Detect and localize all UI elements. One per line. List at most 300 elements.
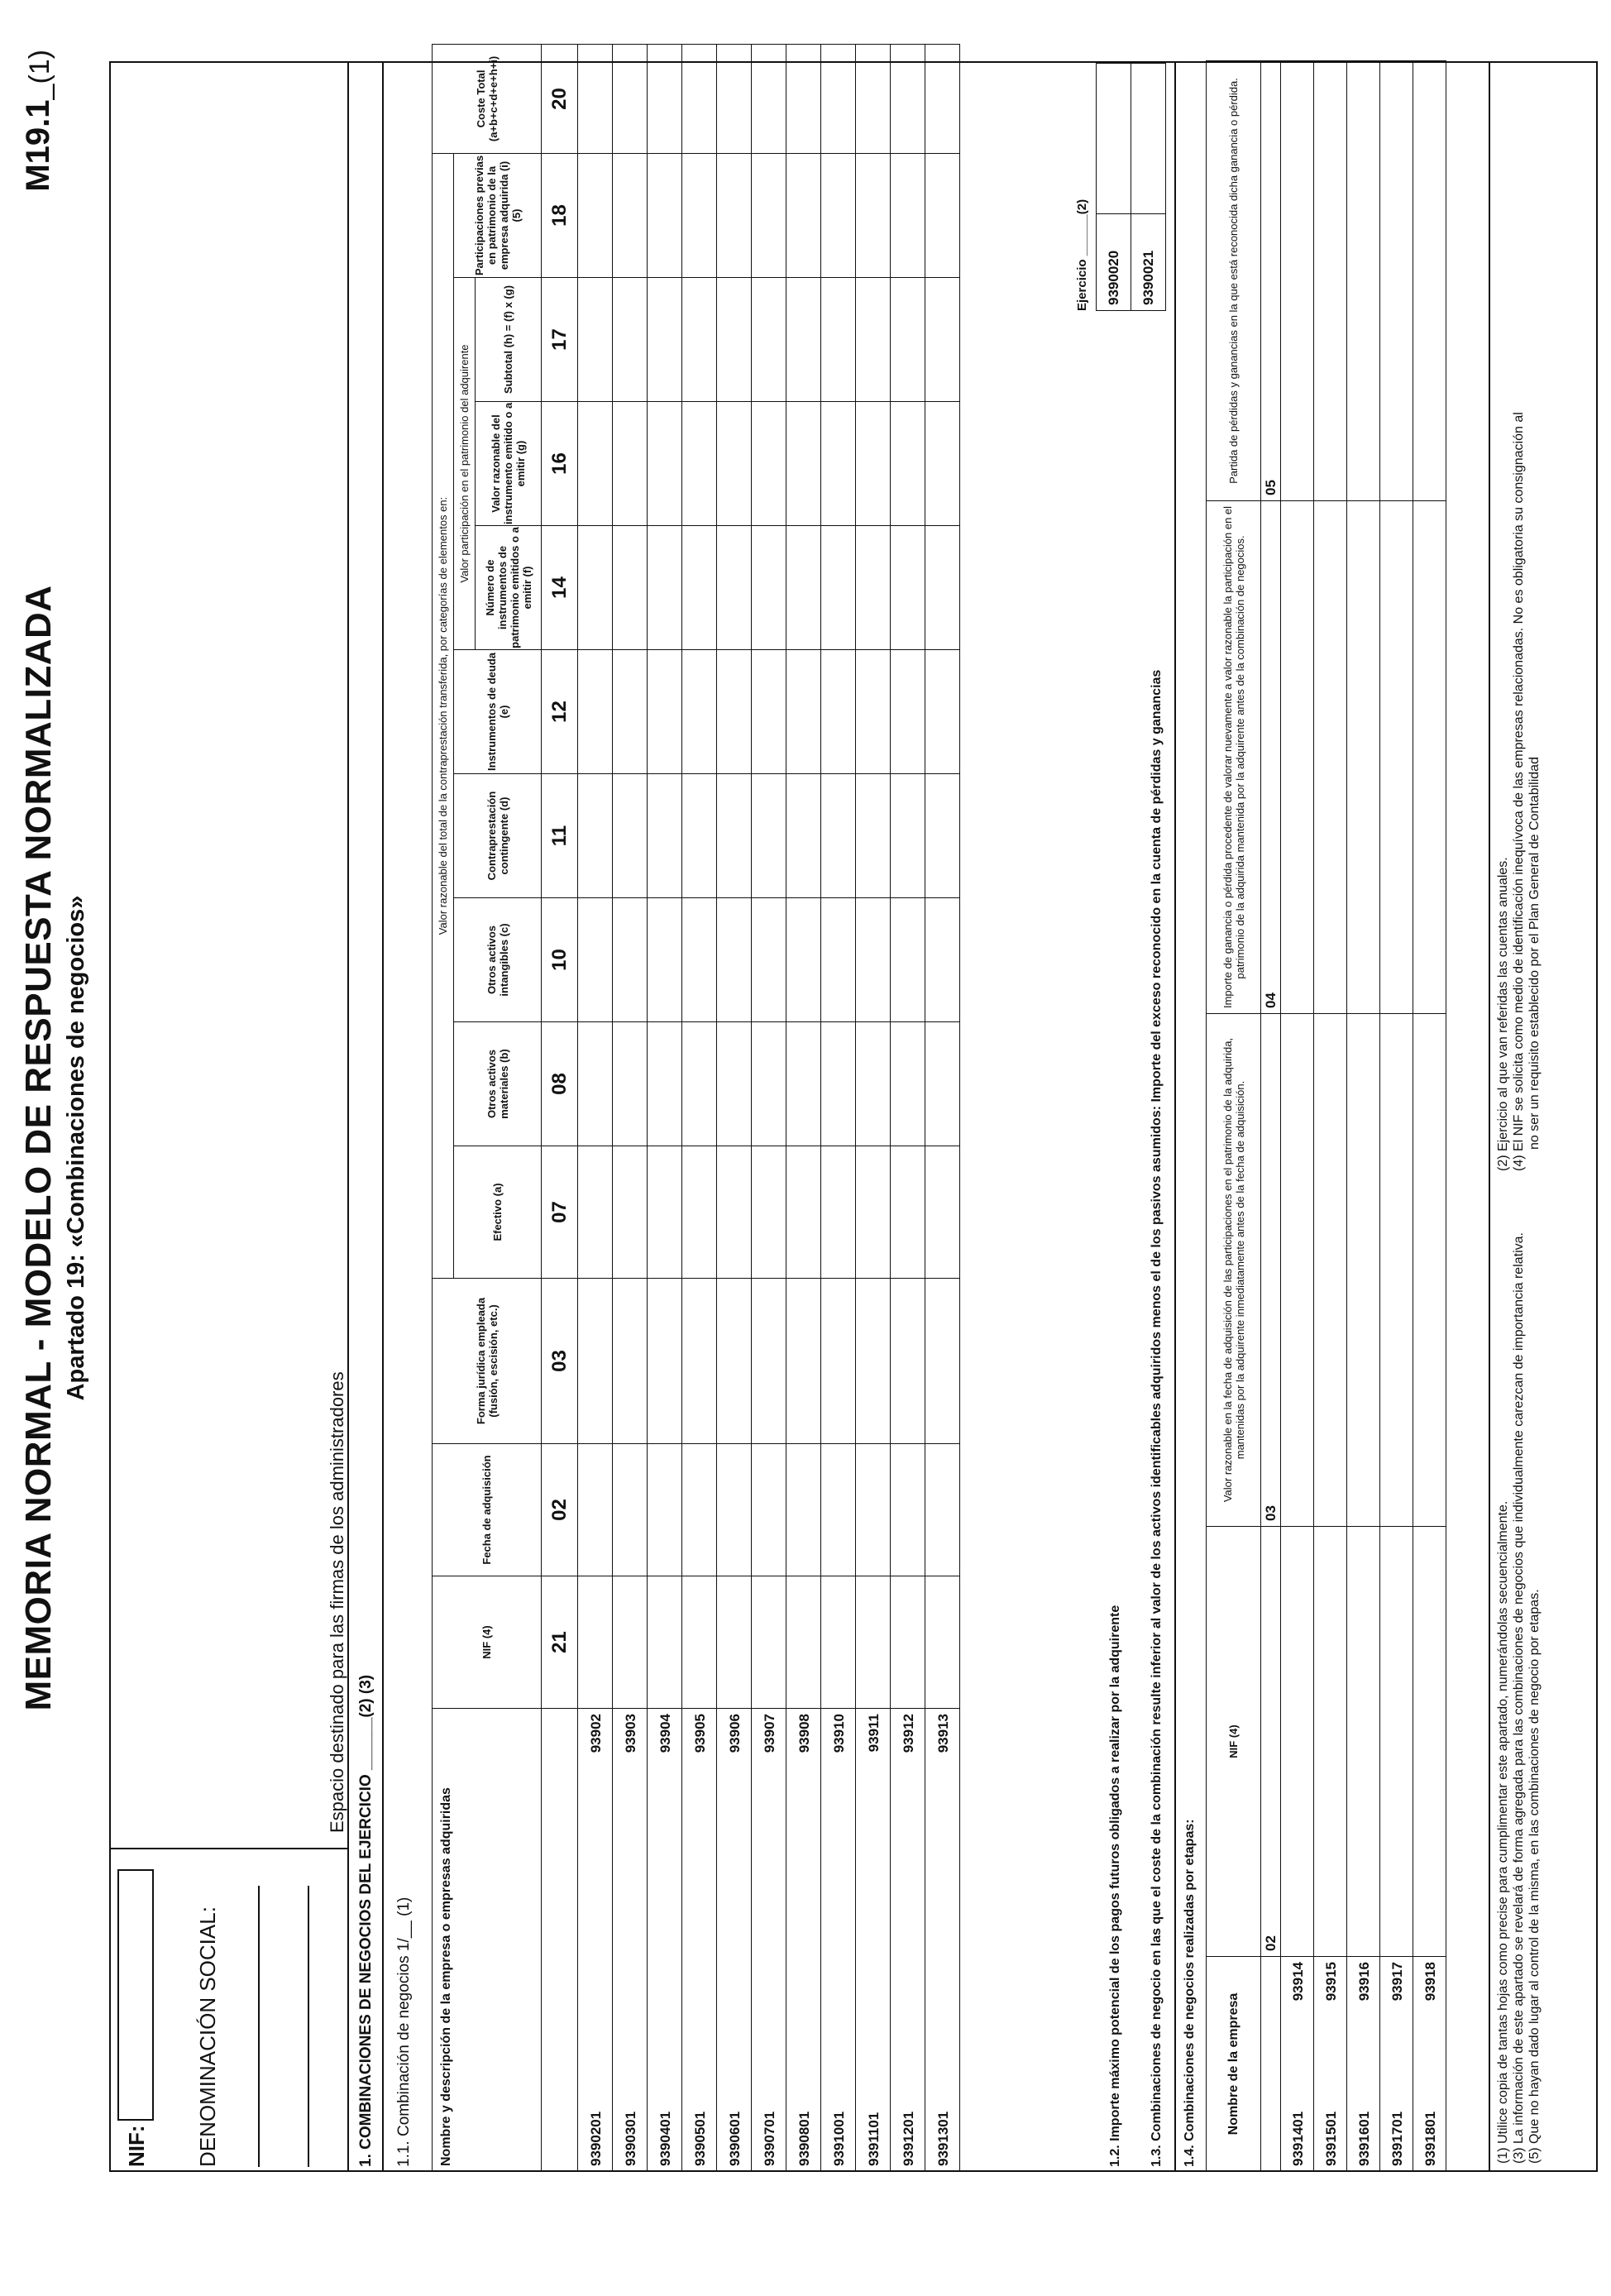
table-cell[interactable]: [786, 774, 821, 898]
item-12-label: 1.2. Importe máximo potencial de los pagos futuros obligados a realizar por la adquirente: [1108, 1605, 1122, 2167]
table-cell[interactable]: [717, 774, 752, 898]
table-cell[interactable]: [821, 898, 856, 1022]
table-cell[interactable]: [752, 1146, 786, 1279]
table-cell[interactable]: [752, 44, 786, 153]
row-code-right: 93908: [796, 1714, 812, 1753]
stage-cell[interactable]: [1413, 501, 1446, 1014]
col-num-18: 18: [542, 153, 578, 277]
stage-code-cell: [1314, 1957, 1347, 2172]
row-code-cell: [648, 1709, 682, 2172]
col-num-08: 08: [542, 1022, 578, 1146]
table-cell[interactable]: [648, 650, 682, 774]
row-code-cell: [925, 1709, 960, 2172]
item-14-label: 1.4. Combinaciones de negocios realizadas por etapas:: [1183, 1819, 1197, 2167]
table-cell[interactable]: [682, 1576, 717, 1709]
table-cell[interactable]: [578, 650, 613, 774]
table-cell[interactable]: [717, 153, 752, 277]
item-12-code: 9390020: [1097, 214, 1131, 311]
table-cell[interactable]: [821, 1576, 856, 1709]
stage-cell[interactable]: [1413, 61, 1446, 501]
table-cell[interactable]: [578, 1576, 613, 1709]
col-num-03: 03: [542, 1279, 578, 1444]
table-cell[interactable]: [821, 153, 856, 277]
table-cell[interactable]: [925, 1022, 960, 1146]
col-num-11: 11: [542, 774, 578, 898]
table-cell[interactable]: [682, 44, 717, 153]
table-cell[interactable]: [613, 1146, 648, 1279]
stage-code-cell: [1281, 1957, 1314, 2172]
table-cell[interactable]: [717, 1022, 752, 1146]
row-code-cell: [717, 1709, 752, 2172]
stage-cell[interactable]: [1347, 1014, 1380, 1527]
stage-cell[interactable]: [1314, 501, 1347, 1014]
table-cell[interactable]: [717, 1279, 752, 1444]
stage-row: [1413, 61, 1446, 2172]
table-cell[interactable]: [786, 278, 821, 402]
subgroup-header-participacion: Valor participación en el patrimonio del adquirente: [454, 278, 476, 650]
stage-cell[interactable]: [1347, 1527, 1380, 1957]
table-row: [891, 44, 925, 2171]
stage-row: [1281, 61, 1314, 2172]
table-cell[interactable]: [786, 1146, 821, 1279]
stage-header-nif: NIF (4): [1207, 1527, 1261, 1957]
table-cell[interactable]: [925, 1444, 960, 1576]
table-cell[interactable]: [682, 1279, 717, 1444]
table-cell[interactable]: [648, 44, 682, 153]
table-cell[interactable]: [891, 402, 925, 526]
table-row: [786, 44, 821, 2171]
stage-cell[interactable]: [1314, 1014, 1347, 1527]
col-header-coste-total: Coste Total (a+b+c+d+e+h+i): [433, 44, 542, 153]
stage-row: [1347, 61, 1380, 2172]
table-cell[interactable]: [578, 1022, 613, 1146]
table-cell[interactable]: [891, 774, 925, 898]
stage-cell[interactable]: [1314, 1527, 1347, 1957]
table-cell[interactable]: [613, 1022, 648, 1146]
footnote-2: (2) Ejercicio al que van referidas las cuentas anuales.: [1496, 857, 1510, 1171]
page-subtitle: Apartado 19: «Combinaciones de negocios»: [63, 895, 89, 1401]
signature-divider: [109, 1848, 347, 1849]
item-12-value[interactable]: [1097, 64, 1131, 214]
table-cell[interactable]: [613, 898, 648, 1022]
row-code-right: 93912: [901, 1714, 916, 1753]
col-num-14: 14: [542, 526, 578, 650]
table-cell[interactable]: [613, 278, 648, 402]
row-code-left: 9391101: [866, 2112, 882, 2166]
row-code-right: 93905: [692, 1714, 708, 1753]
table-cell[interactable]: [717, 1576, 752, 1709]
col-header-participaciones-previas: Participaciones previas en patrimonio de la empresa adquirida (i) (5): [454, 153, 542, 277]
col-header-forma: Forma jurídica empleada (fusión, escisión, etc.): [433, 1279, 542, 1444]
col-header-nombre: Nombre y descripción de la empresa o empresas adquiridas: [433, 1709, 542, 2172]
col-header-deuda: Instrumentos de deuda (e): [454, 650, 542, 774]
col-num-10: 10: [542, 898, 578, 1022]
table-cell[interactable]: [821, 278, 856, 402]
stage-cell[interactable]: [1281, 61, 1314, 501]
denominacion-label: DENOMINACIÓN SOCIAL:: [195, 1906, 220, 2167]
table-cell[interactable]: [752, 526, 786, 650]
table-cell[interactable]: [648, 1146, 682, 1279]
form-code-main: M19.1: [20, 99, 56, 192]
table-cell[interactable]: [578, 1146, 613, 1279]
table-cell[interactable]: [613, 1444, 648, 1576]
table-cell[interactable]: [856, 774, 891, 898]
row-code-left: 9391201: [901, 2111, 916, 2166]
stage-cell[interactable]: [1380, 1527, 1413, 1957]
nif-label: NIF:: [124, 2125, 149, 2167]
row-code-cell: [682, 1709, 717, 2172]
col-num-12: 12: [542, 650, 578, 774]
row-code-left: 9390501: [692, 2111, 708, 2166]
table-cell[interactable]: [578, 153, 613, 277]
stage-num-nombre: [1261, 1957, 1281, 2172]
table-cell[interactable]: [891, 1279, 925, 1444]
row-code-left: 9391001: [831, 2111, 847, 2166]
stage-code-cell: [1380, 1957, 1413, 2172]
table-cell[interactable]: [682, 1022, 717, 1146]
table-cell[interactable]: [648, 526, 682, 650]
table-cell[interactable]: [752, 402, 786, 526]
denominacion-line-1[interactable]: [258, 1886, 260, 2167]
row-code-left: 9390601: [727, 2111, 743, 2166]
table-cell[interactable]: [578, 774, 613, 898]
form-code: [20, 50, 57, 192]
stage-code-right: 93916: [1356, 1962, 1372, 2002]
col-header-num-instrumentos: Número de instrumentos de patrimonio emitidos o a emitir (f): [476, 526, 542, 650]
table-cell[interactable]: [613, 650, 648, 774]
table-cell[interactable]: [786, 650, 821, 774]
table-cell[interactable]: [925, 402, 960, 526]
table-cell[interactable]: [682, 402, 717, 526]
row-code-cell: [856, 1709, 891, 2172]
table-cell[interactable]: [891, 1022, 925, 1146]
row-code-right: 93911: [866, 1714, 882, 1753]
table-cell[interactable]: [786, 1022, 821, 1146]
table-cell[interactable]: [856, 650, 891, 774]
table-cell[interactable]: [682, 1146, 717, 1279]
row-code-cell: [578, 1709, 613, 2172]
table-cell[interactable]: [682, 278, 717, 402]
table-row: [856, 44, 891, 2171]
table-cell[interactable]: [925, 153, 960, 277]
stage-code-right: 93915: [1323, 1962, 1339, 2002]
table-cell[interactable]: [613, 1576, 648, 1709]
table-cell[interactable]: [752, 278, 786, 402]
table-cell[interactable]: [925, 650, 960, 774]
section-1-title: 1. COMBINACIONES DE NEGOCIOS DEL EJERCICIO ______(2) (3): [357, 1674, 375, 2167]
table-cell[interactable]: [613, 774, 648, 898]
table-cell[interactable]: [648, 1279, 682, 1444]
table-row: [821, 44, 856, 2171]
ejercicio-label: Ejercicio ______(2): [1075, 199, 1089, 311]
table-cell[interactable]: [821, 44, 856, 153]
table-cell[interactable]: [891, 1444, 925, 1576]
items-12-13-box: [1096, 63, 1166, 311]
table-cell[interactable]: [891, 898, 925, 1022]
row-code-left: 9390801: [796, 2111, 812, 2166]
table-cell[interactable]: [613, 402, 648, 526]
table-cell[interactable]: [925, 278, 960, 402]
stage-num-03: 03: [1261, 1014, 1281, 1527]
table-cell[interactable]: [821, 1022, 856, 1146]
item-13-value[interactable]: [1131, 64, 1166, 214]
row-code-cell: [786, 1709, 821, 2172]
col-num-07: 07: [542, 1146, 578, 1279]
stage-cell[interactable]: [1347, 61, 1380, 501]
row-code-right: 93904: [657, 1714, 673, 1753]
stage-cell[interactable]: [1413, 1014, 1446, 1527]
item-13-separator: [1174, 61, 1176, 2172]
page-title: MEMORIA NORMAL - MODELO DE RESPUESTA NORMALIZADA: [18, 585, 59, 1711]
footnotes-separator: [1489, 61, 1490, 2172]
stage-num-05: 05: [1261, 61, 1281, 501]
table-cell[interactable]: [717, 1146, 752, 1279]
item-13-code: 9390021: [1131, 214, 1166, 311]
row-code-right: 93906: [727, 1714, 743, 1753]
table-cell[interactable]: [821, 526, 856, 650]
table-cell[interactable]: [856, 526, 891, 650]
table-cell[interactable]: [821, 1146, 856, 1279]
table-row: [752, 44, 786, 2171]
table-cell[interactable]: [578, 526, 613, 650]
table-cell[interactable]: [891, 1146, 925, 1279]
table-cell[interactable]: [648, 153, 682, 277]
stage-code-right: 93914: [1290, 1962, 1306, 2002]
table-cell[interactable]: [752, 1279, 786, 1444]
table-cell[interactable]: [648, 1576, 682, 1709]
table-row: [648, 44, 682, 2171]
table-cell[interactable]: [578, 898, 613, 1022]
table-cell[interactable]: [613, 153, 648, 277]
table-cell[interactable]: [578, 44, 613, 153]
stage-cell[interactable]: [1380, 61, 1413, 501]
table-cell[interactable]: [925, 44, 960, 153]
stage-cell[interactable]: [1281, 1527, 1314, 1957]
table-cell[interactable]: [786, 44, 821, 153]
table-cell[interactable]: [578, 1444, 613, 1576]
table-cell[interactable]: [752, 153, 786, 277]
table-cell[interactable]: [717, 44, 752, 153]
table-cell[interactable]: [717, 278, 752, 402]
stage-cell[interactable]: [1281, 501, 1314, 1014]
table-cell[interactable]: [786, 1444, 821, 1576]
stage-header-valor-razonable: Valor razonable en la fecha de adquisición de las participaciones en el patrimonio de la adquirida, mantenidas por la adquirente inmediatamente antes de la fecha de adquisición.: [1207, 1014, 1261, 1527]
table-cell[interactable]: [821, 774, 856, 898]
table-cell[interactable]: [648, 278, 682, 402]
row-code-right: 93907: [762, 1714, 777, 1753]
stage-cell[interactable]: [1380, 1014, 1413, 1527]
table-cell[interactable]: [891, 153, 925, 277]
table-cell[interactable]: [578, 402, 613, 526]
table-row: [682, 44, 717, 2171]
table-cell[interactable]: [752, 1576, 786, 1709]
table-cell[interactable]: [891, 278, 925, 402]
table-cell[interactable]: [925, 1576, 960, 1709]
table-cell[interactable]: [578, 1279, 613, 1444]
form-code-suffix: _(1): [24, 50, 55, 100]
table-cell[interactable]: [856, 153, 891, 277]
col-header-activos-intangibles: Otros activos intangibles (c): [454, 898, 542, 1022]
footnotes-left: [1495, 1188, 1542, 2164]
row-code-cell: [752, 1709, 786, 2172]
col-header-contingente: Contraprestación contingente (d): [454, 774, 542, 898]
table-cell[interactable]: [682, 153, 717, 277]
table-cell[interactable]: [752, 1444, 786, 1576]
table-cell[interactable]: [752, 898, 786, 1022]
col-header-subtotal: Subtotal (h) = (f) x (g): [476, 278, 542, 402]
table-row: [613, 44, 648, 2171]
table-cell[interactable]: [717, 650, 752, 774]
table-cell[interactable]: [925, 898, 960, 1022]
stage-cell[interactable]: [1380, 501, 1413, 1014]
table-cell[interactable]: [682, 526, 717, 650]
table-cell[interactable]: [891, 44, 925, 153]
stage-num-04: 04: [1261, 501, 1281, 1014]
table-cell[interactable]: [891, 650, 925, 774]
table-cell[interactable]: [786, 402, 821, 526]
table-cell[interactable]: [856, 1576, 891, 1709]
table-cell[interactable]: [786, 526, 821, 650]
footnotes-right: [1495, 71, 1542, 1171]
col-num-21: 21: [542, 1576, 578, 1709]
stage-code-left: 9391501: [1323, 2111, 1339, 2166]
stage-code-right: 93918: [1422, 1962, 1438, 2002]
footnote-1: (1) Utilice copia de tantas hojas como precise para cumplimentar este apartado, numerándolas secuencialmente.: [1496, 1500, 1510, 2164]
table-cell[interactable]: [786, 898, 821, 1022]
stage-header-ganancia-perdida: Importe de ganancia o pérdida procedente de valorar nuevamente a valor razonable la participación en el patrimonio de la adquirida mantenida por la adquirente antes de la combinación de negocios.: [1207, 501, 1261, 1014]
row-code-cell: [891, 1709, 925, 2172]
table-cell[interactable]: [682, 898, 717, 1022]
table-cell[interactable]: [752, 1022, 786, 1146]
table-cell[interactable]: [856, 278, 891, 402]
row-code-right: 93902: [588, 1714, 604, 1753]
table-cell[interactable]: [786, 1576, 821, 1709]
footnote-3: (3) La información de este apartado se revelará de forma agregada para las combinaciones de negocios que individualmente carezcan de importancia relativa.: [1512, 1232, 1526, 2164]
table-cell[interactable]: [856, 44, 891, 153]
table-cell[interactable]: [925, 1146, 960, 1279]
stage-code-left: 9391401: [1290, 2111, 1306, 2166]
table-cell[interactable]: [752, 650, 786, 774]
row-code-left: 9391301: [935, 2111, 951, 2166]
row-code-cell: [821, 1709, 856, 2172]
row-code-left: 9390701: [762, 2111, 777, 2166]
stages-table: [1206, 60, 1446, 2172]
table-cell[interactable]: [925, 526, 960, 650]
denominacion-line-2[interactable]: [308, 1886, 309, 2167]
col-num-20: 20: [542, 44, 578, 153]
table-cell[interactable]: [717, 526, 752, 650]
col-header-efectivo: Efectivo (a): [454, 1146, 542, 1279]
table-cell[interactable]: [648, 774, 682, 898]
col-header-fecha: Fecha de adquisición: [433, 1444, 542, 1576]
table-cell[interactable]: [648, 402, 682, 526]
table-cell[interactable]: [613, 526, 648, 650]
stage-code-cell: [1413, 1957, 1446, 2172]
table-row: [717, 44, 752, 2171]
table-cell[interactable]: [613, 44, 648, 153]
table-cell[interactable]: [717, 1444, 752, 1576]
table-cell[interactable]: [856, 1146, 891, 1279]
table-row: [925, 44, 960, 2171]
table-cell[interactable]: [648, 898, 682, 1022]
table-cell[interactable]: [856, 1444, 891, 1576]
table-cell[interactable]: [648, 1022, 682, 1146]
col-header-nif: NIF (4): [433, 1576, 542, 1709]
identity-separator: [347, 61, 349, 2172]
table-cell[interactable]: [717, 402, 752, 526]
stage-cell[interactable]: [1413, 1527, 1446, 1957]
col-num-17: 17: [542, 278, 578, 402]
stage-header-partida: Partida de pérdidas y ganancias en la que está reconocida dicha ganancia o pérdida.: [1207, 61, 1261, 501]
footnote-5: (5) Que no hayan dado lugar al control de la misma, en las combinaciones de negocio por etapas.: [1527, 1589, 1542, 2164]
table-cell[interactable]: [856, 898, 891, 1022]
combinations-table: [432, 44, 960, 2172]
stage-cell[interactable]: [1347, 501, 1380, 1014]
table-cell[interactable]: [821, 1444, 856, 1576]
table-cell[interactable]: [856, 1279, 891, 1444]
table-cell[interactable]: [925, 1279, 960, 1444]
col-num-nombre: [542, 1709, 578, 2172]
stage-code-left: 9391701: [1389, 2111, 1405, 2166]
stage-row: [1314, 61, 1347, 2172]
row-code-left: 9390301: [623, 2111, 638, 2166]
stage-cell[interactable]: [1281, 1014, 1314, 1527]
footnote-4-cont: no ser un requisito establecido por el Plan General de Contabilidad: [1527, 757, 1542, 1150]
table-cell[interactable]: [821, 650, 856, 774]
table-cell[interactable]: [891, 1576, 925, 1709]
table-cell[interactable]: [786, 1279, 821, 1444]
col-header-activos-materiales: Otros activos materiales (b): [454, 1022, 542, 1146]
table-cell[interactable]: [578, 278, 613, 402]
stage-code-right: 93917: [1389, 1962, 1405, 2002]
col-num-02: 02: [542, 1444, 578, 1576]
signature-space-label: Espacio destinado para las firmas de los administradores: [327, 1371, 347, 1833]
table-cell[interactable]: [682, 650, 717, 774]
stage-code-left: 9391801: [1422, 2111, 1438, 2166]
table-cell[interactable]: [821, 402, 856, 526]
footnote-4: (4) El NIF se solicita como medio de identificación inequívoca de las empresas relacionadas. No es obligatoria su consignación al: [1512, 412, 1526, 1171]
table-cell[interactable]: [613, 1279, 648, 1444]
stage-cell[interactable]: [1314, 61, 1347, 501]
stage-code-cell: [1347, 1957, 1380, 2172]
table-cell[interactable]: [717, 898, 752, 1022]
table-cell[interactable]: [856, 402, 891, 526]
row-code-right: 93903: [623, 1714, 638, 1753]
stage-code-left: 9391601: [1356, 2111, 1372, 2166]
subsection-11-title: 1.1. Combinación de negocios 1/__ (1): [395, 1897, 413, 2167]
row-code-cell: [613, 1709, 648, 2172]
stage-num-02: 02: [1261, 1527, 1281, 1957]
table-row: [578, 44, 613, 2171]
table-cell[interactable]: [752, 774, 786, 898]
table-cell[interactable]: [856, 1022, 891, 1146]
stage-row: [1380, 61, 1413, 2172]
table-cell[interactable]: [648, 1444, 682, 1576]
col-num-16: 16: [542, 402, 578, 526]
table-cell[interactable]: [682, 774, 717, 898]
nif-field[interactable]: [117, 1869, 154, 2121]
table-cell[interactable]: [821, 1279, 856, 1444]
row-code-right: 93913: [935, 1714, 951, 1753]
group-header-valor-razonable: Valor razonable del total de la contraprestación transferida, por categorías de elementos en:: [433, 153, 454, 1278]
table-cell[interactable]: [891, 526, 925, 650]
stage-header-nombre: Nombre de la empresa: [1207, 1957, 1261, 2172]
table-cell[interactable]: [925, 774, 960, 898]
item-13-label: 1.3. Combinaciones de negocio en las que el coste de la combinación resulte inferior al valor de los activos identificables adquiridos menos el de los pasivos asumidos: Importe del exceso reconocido en la cuenta de pérdidas y ganancias: [1150, 669, 1164, 2167]
table-cell[interactable]: [682, 1444, 717, 1576]
table-cell[interactable]: [786, 153, 821, 277]
row-code-right: 93910: [831, 1714, 847, 1753]
